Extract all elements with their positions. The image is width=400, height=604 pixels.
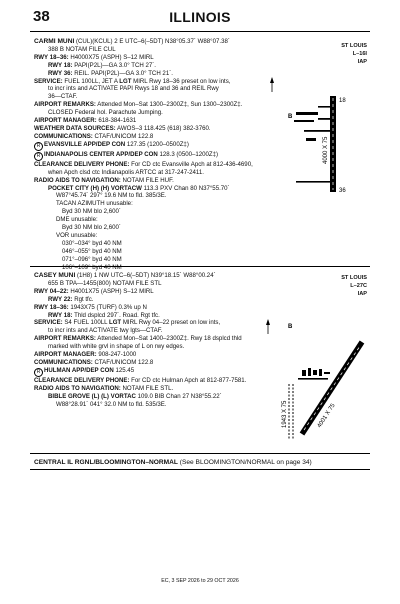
casey-airport-diagram (262, 318, 370, 444)
next-entry-note: (See BLOOMINGTON/NORMAL on page 34) (177, 459, 312, 466)
casey-elevation: 655 B TPA—1455(800) NOTAM FILE STL (48, 279, 162, 287)
carmi-airport-name: CARMI MUNI (34, 38, 75, 45)
casey-comm-text: CTAF/UNICOM 122.8 (92, 358, 154, 366)
carmi-unusable-1: TACAN AZIMUTH unusable: (56, 200, 133, 208)
casey-vortac-text: 109.0 BIB Chan 27 N38°55.22´ (135, 392, 222, 400)
casey-remarks-cont: marked with white grvl in shape of L on rwy edges. (48, 343, 185, 351)
casey-rwy1-label: RWY 04–22: (34, 287, 69, 295)
page-header (0, 7, 400, 29)
effective-dates: EC, 3 SEP 2026 to 29 OCT 2026 (161, 578, 239, 584)
carmi-app2-text: 128.3 (0500–1200Z‡) (157, 150, 219, 158)
entry-divider (30, 266, 370, 267)
carmi-unusable-8: 071°–096° byd 40 NM (62, 255, 122, 263)
casey-manager-phone: 908-247-1000 (96, 351, 137, 359)
casey-rwy18-label: RWY 18: (48, 311, 73, 319)
carmi-weather-label: WEATHER DATA SOURCES: (34, 124, 116, 132)
casey-rwy2-text: 1943X75 (TURF) 0.3% up N (68, 303, 147, 311)
carmi-rwy18-label: RWY 18: (48, 61, 73, 69)
carmi-unusable-2: Byd 30 NM blo 2,600´ (62, 208, 121, 216)
carmi-unusable-6: 030°–034° byd 40 NM (62, 239, 122, 247)
radar-icon: R (34, 142, 43, 151)
casey-rwy1-length: 1943 X 75 (282, 400, 288, 428)
carmi-vortac-label: POCKET CITY (H) (H) VORTACW (48, 184, 142, 192)
next-entry-name: CENTRAL IL RGNL/BLOOMINGTON–NORMAL (34, 459, 178, 466)
carmi-lgt-label: LGT (119, 77, 132, 85)
casey-airport-name: CASEY MUNI (34, 272, 76, 279)
casey-entry (34, 272, 266, 409)
carmi-manager-phone: 618-384-1631 (96, 117, 137, 125)
carmi-clearance-text: For CD ctc Evansville Apch at 812-436-4690, (129, 160, 253, 168)
radar-icon: R (34, 152, 43, 161)
casey-service-cont: to incr ints and ACTIVATE twy lgts—CTAF. (48, 327, 163, 335)
casey-side-labels (341, 274, 367, 299)
casey-remarks-text: Attended Mon–Sat 1400–2300Z‡. Rwy 18 dsplcd thld (95, 335, 242, 343)
casey-manager-label: AIRPORT MANAGER: (34, 351, 97, 359)
casey-apron (298, 368, 330, 380)
carmi-rwy-length: 4000 X 75 (323, 136, 329, 164)
beacon-marker: B (288, 114, 293, 120)
page-number: 38 (33, 8, 50, 25)
north-arrow-icon (270, 77, 274, 92)
casey-navaid-text: NOTAM FILE STL. (120, 384, 174, 392)
casey-side-chart: L–27C (350, 283, 367, 290)
casey-vortac-label: BIBLE GROVE (L) (L) VORTAC (48, 392, 136, 400)
carmi-airport-info: (CUL)(KCUL) 2 E UTC–6(–5DT) N38°05.37´ W88°07.38´ (74, 38, 230, 45)
carmi-clearance-cont: when Apch clsd ctc Indianapolis ARTCC at 317-247-2411. (48, 168, 204, 176)
casey-clearance-text: For CD ctc Hulman Apch at 812-877-7581. (129, 376, 247, 384)
beacon-marker: B (288, 324, 293, 330)
casey-rwy2-length: 4001 X 75 (316, 402, 337, 430)
carmi-comm-text: CTAF/UNICOM 122.8 (92, 132, 154, 140)
carmi-rwy-label: RWY 18–36: (34, 53, 69, 61)
carmi-service-text: FUEL 100LL, JET A (62, 77, 120, 85)
casey-app-label: HULMAN APP/DEP CON (44, 366, 114, 374)
casey-rwy18-text: Thld dsplcd 297´. Road. Rgt tfc. (72, 311, 160, 319)
carmi-app2-label: INDIANAPOLIS CENTER APP/DEP CON (44, 150, 158, 158)
carmi-rwy36-label: RWY 36: (48, 69, 73, 77)
casey-comm-label: COMMUNICATIONS: (34, 358, 93, 366)
casey-side-region: ST LOUIS (341, 275, 367, 281)
carmi-service-cont1: to incr ints and ACTIVATE PAPI Rwys 18 and 36 and REIL Rwy (48, 85, 219, 93)
carmi-rwy-36-label: 36 (339, 188, 346, 194)
carmi-service-text2: MIRL Rwy 18–36 preset on low ints, (131, 77, 231, 85)
carmi-side-region: ST LOUIS (341, 43, 367, 49)
carmi-service-cont2: 36—CTAF. (48, 93, 78, 101)
state-title: ILLINOIS (169, 9, 231, 25)
carmi-remarks-text: Attended Mon–Sat 1300–2300Z‡, Sun 1300–2300Z‡. (95, 101, 243, 109)
carmi-rwy-text: H4000X75 (ASPH) S–12 MIRL (68, 53, 154, 61)
carmi-navaid-text: NOTAM FILE HUF. (120, 176, 174, 184)
casey-app-text: 125.45 (113, 366, 135, 374)
carmi-airport-diagram (266, 76, 370, 200)
entry-divider (30, 453, 370, 454)
entry-divider (30, 469, 370, 470)
casey-lgt-label: LGT (108, 319, 122, 327)
carmi-side-chart: L–16I (352, 51, 367, 58)
casey-airport-info: (1H8) 1 NW UTC–6(–5DT) N39°18.15´ W88°00.24´ (75, 272, 216, 279)
casey-side-iap: IAP (357, 291, 367, 298)
carmi-rwy18-text: PAPI(P2L)—GA 3.0° TCH 27´. (72, 61, 156, 69)
next-entry (34, 459, 312, 466)
carmi-navaid-label: RADIO AIDS TO NAVIGATION: (34, 176, 121, 184)
carmi-side-labels (341, 42, 367, 67)
north-arrow-icon (266, 319, 270, 334)
casey-service-text2: MIRL Rwy 04–22 preset on low ints, (121, 319, 221, 327)
carmi-comm-label: COMMUNICATIONS: (34, 132, 93, 140)
casey-remarks-label: AIRPORT REMARKS: (34, 335, 96, 343)
carmi-unusable-3: DME unusable: (56, 216, 98, 224)
casey-vortac-cont: W88°28.91´ 041° 32.0 NM to fld. 535/3E. (56, 400, 167, 408)
casey-rwy1-text: H4001X75 (ASPH) S–12 MIRL (68, 287, 154, 295)
casey-rwy22-label: RWY 22: (48, 295, 73, 303)
carmi-app1-label: EVANSVILLE APP/DEP CON (44, 140, 126, 148)
carmi-clearance-label: CLEARANCE DELIVERY PHONE: (34, 160, 130, 168)
carmi-service-label: SERVICE: (34, 77, 63, 85)
carmi-elevation: 388 B NOTAM FILE CUL (48, 45, 116, 53)
carmi-entry (34, 38, 266, 271)
carmi-unusable-5: VOR unusable: (56, 231, 98, 239)
carmi-rwy36-text: REIL. PAPI(P2L)—GA 3.0° TCH 21´. (72, 69, 173, 77)
carmi-unusable-9: 106°–109° byd 40 NM (62, 263, 122, 271)
casey-rwy2-label: RWY 18–36: (34, 303, 69, 311)
casey-clearance-label: CLEARANCE DELIVERY PHONE: (34, 376, 130, 384)
carmi-vortac-cont: W87°45.74´ 297° 19.6 NM to fld. 385/3E. (56, 192, 167, 200)
casey-service-text: S4 FUEL 100LL (62, 319, 109, 327)
casey-service-label: SERVICE: (34, 319, 63, 327)
casey-rwy22-text: Rgt tfc. (72, 295, 94, 303)
carmi-rwy-18-label: 18 (339, 98, 346, 104)
carmi-side-iap: IAP (357, 59, 367, 66)
carmi-remarks-cont: CLOSED Federal hol. Parachute Jumping. (48, 109, 163, 117)
carmi-app1-text: 127.35 (1200–0500Z‡) (125, 140, 189, 148)
carmi-unusable-4: Byd 30 NM blo 2,600´ (62, 224, 121, 232)
carmi-weather-text: AWOS–3 118.425 (618) 382-3760. (115, 124, 211, 132)
casey-navaid-label: RADIO AIDS TO NAVIGATION: (34, 384, 121, 392)
carmi-remarks-label: AIRPORT REMARKS: (34, 101, 96, 109)
carmi-manager-label: AIRPORT MANAGER: (34, 117, 97, 125)
header-rule (30, 31, 370, 32)
radar-icon: R (34, 368, 43, 377)
carmi-unusable-7: 046°–055° byd 40 NM (62, 247, 122, 255)
carmi-vortac-text: 113.3 PXV Chan 80 N37°55.70´ (141, 184, 230, 192)
